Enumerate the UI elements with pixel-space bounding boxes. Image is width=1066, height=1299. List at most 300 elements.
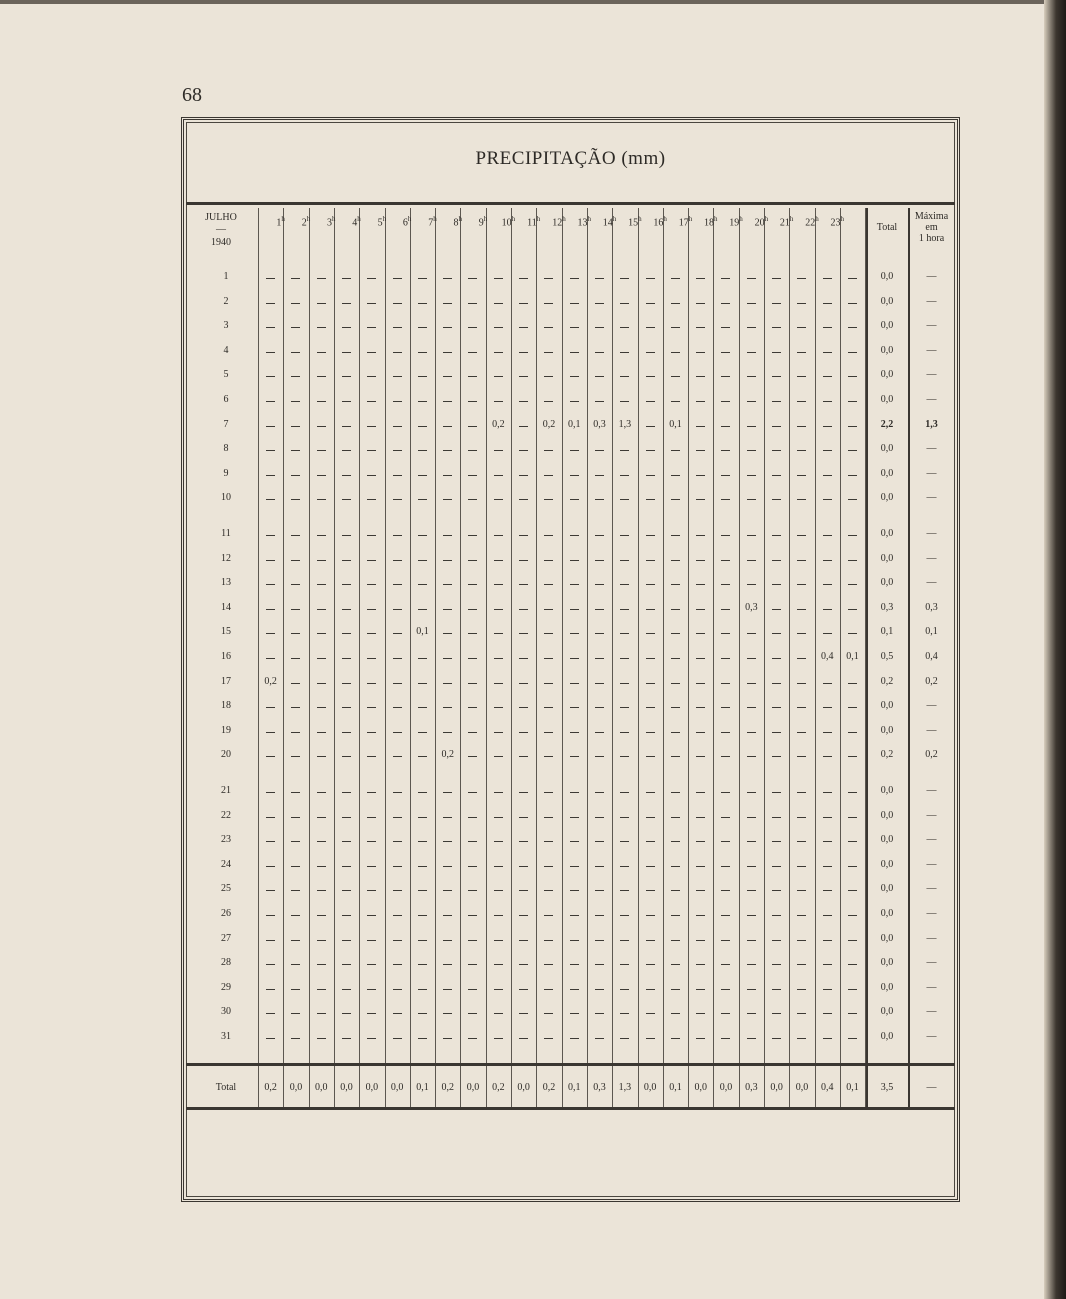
hour-empty-dash xyxy=(646,633,655,634)
row-max: — xyxy=(926,492,937,504)
row-max: — xyxy=(926,443,937,455)
hour-empty-dash xyxy=(393,707,402,708)
hour-empty-dash xyxy=(494,376,503,377)
hour-empty-dash xyxy=(671,792,680,793)
hour-number: 8 xyxy=(453,217,459,229)
hour-empty-dash xyxy=(747,866,756,867)
hour-empty-dash xyxy=(494,915,503,916)
column-rule xyxy=(587,208,588,1107)
hour-empty-dash xyxy=(620,989,629,990)
hour-number: 12 xyxy=(552,217,563,229)
hour-empty-dash xyxy=(468,1013,477,1014)
hour-empty-dash xyxy=(317,450,326,451)
hour-empty-dash xyxy=(393,609,402,610)
hour-empty-dash xyxy=(721,792,730,793)
hour-empty-dash xyxy=(468,450,477,451)
hour-empty-dash xyxy=(494,732,503,733)
column-rule xyxy=(688,208,689,1107)
hour-empty-dash xyxy=(772,560,781,561)
hour-empty-dash xyxy=(393,989,402,990)
hour-empty-dash xyxy=(747,792,756,793)
hour-empty-dash xyxy=(797,732,806,733)
column-rule xyxy=(536,208,537,1107)
row-max: — xyxy=(926,394,937,405)
hour-empty-dash xyxy=(317,499,326,500)
hour-empty-dash xyxy=(671,683,680,684)
hour-empty-dash xyxy=(443,303,452,304)
hour-empty-dash xyxy=(797,756,806,757)
hour-empty-dash xyxy=(418,475,427,476)
hour-empty-dash xyxy=(317,633,326,634)
hour-empty-dash xyxy=(544,841,553,842)
row-max: — xyxy=(926,932,937,944)
hour-empty-dash xyxy=(266,584,275,585)
hour-empty-dash xyxy=(772,989,781,990)
hour-empty-dash xyxy=(266,352,275,353)
max-header-line1: Máxima xyxy=(914,211,949,222)
hour-empty-dash xyxy=(468,866,477,867)
row-day: 19 xyxy=(221,724,231,736)
row-max: 0,3 xyxy=(925,601,938,613)
hour-number: 14 xyxy=(602,217,613,229)
hour-empty-dash xyxy=(317,817,326,818)
row-total: 0,0 xyxy=(880,932,894,944)
hour-empty-dash xyxy=(443,633,452,634)
hour-empty-dash xyxy=(620,584,629,585)
hour-empty-dash xyxy=(317,1013,326,1014)
column-rule xyxy=(258,208,259,1107)
hour-empty-dash xyxy=(317,535,326,536)
hour-empty-dash xyxy=(721,327,730,328)
hour-empty-dash xyxy=(393,866,402,867)
row-day: 6 xyxy=(223,394,229,405)
row-total: 0,0 xyxy=(880,467,894,479)
hour-empty-dash xyxy=(772,475,781,476)
hour-empty-dash xyxy=(797,535,806,536)
hour-empty-dash xyxy=(367,376,376,377)
max-header-line3: 1 hora xyxy=(918,233,945,244)
hour-empty-dash xyxy=(595,1013,604,1014)
hour-empty-dash xyxy=(823,426,832,427)
hour-empty-dash xyxy=(519,915,528,916)
hour-value: 0,1 xyxy=(416,626,429,638)
hour-empty-dash xyxy=(570,964,579,965)
hour-empty-dash xyxy=(317,584,326,585)
hour-empty-dash xyxy=(291,1013,300,1014)
hour-empty-dash xyxy=(823,376,832,377)
hour-suffix: h xyxy=(739,215,743,223)
hour-empty-dash xyxy=(747,278,756,279)
hour-empty-dash xyxy=(266,303,275,304)
hour-empty-dash xyxy=(646,792,655,793)
hour-empty-dash xyxy=(595,756,604,757)
hour-empty-dash xyxy=(544,633,553,634)
hour-empty-dash xyxy=(443,499,452,500)
row-day: 1 xyxy=(223,271,229,282)
hour-empty-dash xyxy=(848,499,857,500)
hour-empty-dash xyxy=(418,278,427,279)
column-rule xyxy=(435,208,436,1107)
hour-empty-dash xyxy=(468,792,477,793)
hour-empty-dash xyxy=(595,633,604,634)
hour-total: 0,2 xyxy=(492,1082,505,1093)
hour-empty-dash xyxy=(291,1038,300,1039)
hour-empty-dash xyxy=(570,658,579,659)
hour-header xyxy=(496,214,521,228)
hour-total: 0,1 xyxy=(416,1082,429,1093)
hour-empty-dash xyxy=(367,1013,376,1014)
hour-empty-dash xyxy=(468,841,477,842)
hour-total: 0,0 xyxy=(314,1082,328,1093)
hour-suffix: h xyxy=(382,215,387,223)
hour-value: 0,3 xyxy=(745,601,758,613)
hour-total: 0,1 xyxy=(669,1082,682,1093)
hour-empty-dash xyxy=(443,426,452,427)
hour-empty-dash xyxy=(848,278,857,279)
hour-empty-dash xyxy=(393,658,402,659)
hour-number: 16 xyxy=(653,217,664,229)
hour-empty-dash xyxy=(646,756,655,757)
hour-number: 17 xyxy=(678,217,689,229)
hour-empty-dash xyxy=(772,1013,781,1014)
hour-empty-dash xyxy=(848,450,857,451)
hour-empty-dash xyxy=(721,866,730,867)
hour-empty-dash xyxy=(646,732,655,733)
hour-number: 13 xyxy=(577,217,588,229)
hour-empty-dash xyxy=(646,964,655,965)
hour-empty-dash xyxy=(570,560,579,561)
hour-empty-dash xyxy=(266,658,275,659)
hour-empty-dash xyxy=(772,535,781,536)
hour-header xyxy=(445,214,470,228)
hour-empty-dash xyxy=(393,499,402,500)
hour-empty-dash xyxy=(671,401,680,402)
column-rule xyxy=(562,208,563,1107)
hour-empty-dash xyxy=(797,499,806,500)
hour-suffix: h xyxy=(562,215,566,223)
hour-empty-dash xyxy=(519,989,528,990)
hour-empty-dash xyxy=(393,426,402,427)
hour-empty-dash xyxy=(848,560,857,561)
hour-suffix: h xyxy=(815,215,819,223)
hour-number: 1 xyxy=(276,217,282,229)
row-total: 0,0 xyxy=(880,369,894,381)
hour-empty-dash xyxy=(696,707,705,708)
hour-empty-dash xyxy=(317,915,326,916)
hour-empty-dash xyxy=(595,658,604,659)
hour-empty-dash xyxy=(443,817,452,818)
hour-empty-dash xyxy=(772,609,781,610)
hour-empty-dash xyxy=(671,450,680,451)
hour-empty-dash xyxy=(772,352,781,353)
hour-empty-dash xyxy=(797,989,806,990)
hour-empty-dash xyxy=(367,732,376,733)
hour-empty-dash xyxy=(544,609,553,610)
hour-number: 22 xyxy=(805,217,816,229)
hour-empty-dash xyxy=(519,303,528,304)
hour-empty-dash xyxy=(393,560,402,561)
hour-empty-dash xyxy=(494,940,503,941)
hour-empty-dash xyxy=(646,609,655,610)
hour-empty-dash xyxy=(595,535,604,536)
hour-empty-dash xyxy=(342,658,351,659)
hour-empty-dash xyxy=(494,1038,503,1039)
hour-empty-dash xyxy=(494,756,503,757)
hour-empty-dash xyxy=(418,535,427,536)
hour-empty-dash xyxy=(721,707,730,708)
hour-empty-dash xyxy=(291,841,300,842)
hour-empty-dash xyxy=(620,756,629,757)
month-dash: — xyxy=(216,224,226,235)
hour-empty-dash xyxy=(544,964,553,965)
hour-empty-dash xyxy=(721,535,730,536)
hour-empty-dash xyxy=(696,964,705,965)
hour-empty-dash xyxy=(848,535,857,536)
hour-empty-dash xyxy=(747,426,756,427)
hour-empty-dash xyxy=(848,352,857,353)
hour-empty-dash xyxy=(823,683,832,684)
hour-empty-dash xyxy=(342,940,351,941)
hour-empty-dash xyxy=(797,792,806,793)
hour-value: 0,2 xyxy=(441,749,454,761)
hour-empty-dash xyxy=(367,609,376,610)
hour-empty-dash xyxy=(519,475,528,476)
hour-empty-dash xyxy=(797,890,806,891)
hour-empty-dash xyxy=(823,915,832,916)
hour-empty-dash xyxy=(494,683,503,684)
hour-empty-dash xyxy=(544,450,553,451)
hour-empty-dash xyxy=(519,964,528,965)
hour-empty-dash xyxy=(266,915,275,916)
hour-empty-dash xyxy=(797,376,806,377)
hour-empty-dash xyxy=(620,303,629,304)
hour-total: 0,1 xyxy=(567,1082,581,1093)
hour-empty-dash xyxy=(772,376,781,377)
hour-empty-dash xyxy=(646,560,655,561)
hour-empty-dash xyxy=(342,1038,351,1039)
hour-empty-dash xyxy=(823,732,832,733)
hour-empty-dash xyxy=(519,499,528,500)
hour-empty-dash xyxy=(544,915,553,916)
hour-empty-dash xyxy=(646,475,655,476)
hour-empty-dash xyxy=(747,940,756,941)
hour-empty-dash xyxy=(367,327,376,328)
hour-empty-dash xyxy=(671,732,680,733)
hour-empty-dash xyxy=(393,278,402,279)
hour-empty-dash xyxy=(848,964,857,965)
hour-value: 0,1 xyxy=(846,651,859,662)
hour-empty-dash xyxy=(696,401,705,402)
hour-empty-dash xyxy=(823,707,832,708)
hour-empty-dash xyxy=(747,658,756,659)
row-max: 0,4 xyxy=(925,651,938,662)
hour-total: 0,2 xyxy=(264,1082,277,1093)
hour-header xyxy=(369,214,394,228)
row-day: 25 xyxy=(221,883,231,895)
hour-suffix: h xyxy=(458,215,462,223)
hour-empty-dash xyxy=(570,841,579,842)
hour-empty-dash xyxy=(342,327,351,328)
hour-empty-dash xyxy=(772,756,781,757)
hour-empty-dash xyxy=(519,376,528,377)
hour-empty-dash xyxy=(443,658,452,659)
hour-total: 0,0 xyxy=(289,1082,303,1093)
column-rule xyxy=(483,208,488,1107)
row-total: 0,0 xyxy=(880,394,894,405)
hour-empty-dash xyxy=(848,609,857,610)
hour-suffix: h xyxy=(713,215,718,223)
title-separator xyxy=(186,202,955,205)
hour-empty-dash xyxy=(494,707,503,708)
hour-empty-dash xyxy=(721,756,730,757)
hour-empty-dash xyxy=(367,401,376,402)
hour-empty-dash xyxy=(291,817,300,818)
hour-empty-dash xyxy=(291,499,300,500)
row-total: 2,2 xyxy=(880,418,894,430)
hour-total: 1,3 xyxy=(618,1082,632,1093)
hour-empty-dash xyxy=(266,560,275,561)
hour-empty-dash xyxy=(443,278,452,279)
hour-empty-dash xyxy=(747,817,756,818)
hour-empty-dash xyxy=(317,940,326,941)
hour-empty-dash xyxy=(367,866,376,867)
hour-empty-dash xyxy=(823,475,832,476)
page-top-edge xyxy=(0,0,1066,4)
hour-empty-dash xyxy=(646,683,655,684)
hour-empty-dash xyxy=(418,683,427,684)
hour-empty-dash xyxy=(367,475,376,476)
row-day: 2 xyxy=(223,295,229,307)
hour-total: 0,0 xyxy=(390,1082,404,1093)
hour-empty-dash xyxy=(266,535,275,536)
hour-total: 0,0 xyxy=(365,1082,379,1093)
hour-empty-dash xyxy=(443,1038,452,1039)
hour-empty-dash xyxy=(570,278,579,279)
hour-empty-dash xyxy=(721,841,730,842)
hour-empty-dash xyxy=(823,535,832,536)
hour-empty-dash xyxy=(468,499,477,500)
hour-empty-dash xyxy=(721,915,730,916)
hour-empty-dash xyxy=(266,426,275,427)
column-rule xyxy=(382,208,387,1107)
hour-empty-dash xyxy=(747,535,756,536)
row-max: — xyxy=(926,700,937,712)
hour-empty-dash xyxy=(696,866,705,867)
hour-empty-dash xyxy=(519,890,528,891)
hour-empty-dash xyxy=(468,658,477,659)
hour-empty-dash xyxy=(848,817,857,818)
row-max: 0,1 xyxy=(925,626,938,638)
hour-empty-dash xyxy=(721,890,730,891)
hour-empty-dash xyxy=(671,609,680,610)
row-total: 0,0 xyxy=(880,552,894,564)
row-total: 0,2 xyxy=(880,675,894,687)
hour-empty-dash xyxy=(418,560,427,561)
hour-empty-dash xyxy=(570,535,579,536)
hour-empty-dash xyxy=(721,940,730,941)
hour-number: 3 xyxy=(326,217,332,229)
row-max: — xyxy=(926,858,937,870)
hour-empty-dash xyxy=(797,1038,806,1039)
hour-empty-dash xyxy=(772,683,781,684)
hour-empty-dash xyxy=(494,278,503,279)
hour-empty-dash xyxy=(595,732,604,733)
row-total: 0,0 xyxy=(880,320,894,332)
hour-empty-dash xyxy=(494,401,503,402)
hour-empty-dash xyxy=(418,609,427,610)
hour-empty-dash xyxy=(747,499,756,500)
hour-empty-dash xyxy=(797,817,806,818)
hour-empty-dash xyxy=(342,915,351,916)
hour-empty-dash xyxy=(570,989,579,990)
hour-empty-dash xyxy=(671,841,680,842)
row-day: 17 xyxy=(221,675,231,687)
hour-value: 0,1 xyxy=(567,418,581,430)
hour-empty-dash xyxy=(721,475,730,476)
hour-empty-dash xyxy=(595,792,604,793)
hour-empty-dash xyxy=(393,475,402,476)
hour-empty-dash xyxy=(266,1038,275,1039)
hour-empty-dash xyxy=(823,450,832,451)
hour-empty-dash xyxy=(570,475,579,476)
hour-empty-dash xyxy=(797,560,806,561)
row-max: — xyxy=(926,957,937,969)
column-rule xyxy=(359,208,360,1107)
grand-max: — xyxy=(926,1082,937,1093)
hour-empty-dash xyxy=(823,401,832,402)
hour-empty-dash xyxy=(747,683,756,684)
column-rule xyxy=(739,208,740,1107)
row-total: 0,0 xyxy=(880,271,894,282)
hour-header xyxy=(395,214,420,228)
hour-empty-dash xyxy=(721,376,730,377)
hour-empty-dash xyxy=(747,964,756,965)
hour-empty-dash xyxy=(595,560,604,561)
hour-empty-dash xyxy=(418,792,427,793)
hour-empty-dash xyxy=(519,1038,528,1039)
hour-empty-dash xyxy=(696,658,705,659)
hour-empty-dash xyxy=(393,683,402,684)
hour-empty-dash xyxy=(646,303,655,304)
hour-empty-dash xyxy=(519,756,528,757)
hour-empty-dash xyxy=(823,352,832,353)
hour-empty-dash xyxy=(519,327,528,328)
row-max: 0,2 xyxy=(925,675,938,687)
hour-empty-dash xyxy=(823,989,832,990)
hour-suffix: h xyxy=(764,215,769,223)
hour-value: 0,4 xyxy=(820,651,834,662)
hour-empty-dash xyxy=(721,303,730,304)
column-rule xyxy=(306,208,311,1107)
hour-empty-dash xyxy=(646,658,655,659)
hour-empty-dash xyxy=(494,584,503,585)
hour-empty-dash xyxy=(544,535,553,536)
hour-empty-dash xyxy=(443,609,452,610)
hour-empty-dash xyxy=(291,584,300,585)
hour-total: 0,3 xyxy=(745,1082,758,1093)
hour-empty-dash xyxy=(595,866,604,867)
hour-number: 20 xyxy=(754,217,765,229)
row-day: 7 xyxy=(223,418,229,430)
hour-empty-dash xyxy=(291,707,300,708)
hour-empty-dash xyxy=(494,792,503,793)
hour-empty-dash xyxy=(620,560,629,561)
hour-empty-dash xyxy=(418,890,427,891)
hour-empty-dash xyxy=(570,499,579,500)
hour-empty-dash xyxy=(367,792,376,793)
hour-empty-dash xyxy=(747,327,756,328)
row-max: — xyxy=(926,467,937,479)
